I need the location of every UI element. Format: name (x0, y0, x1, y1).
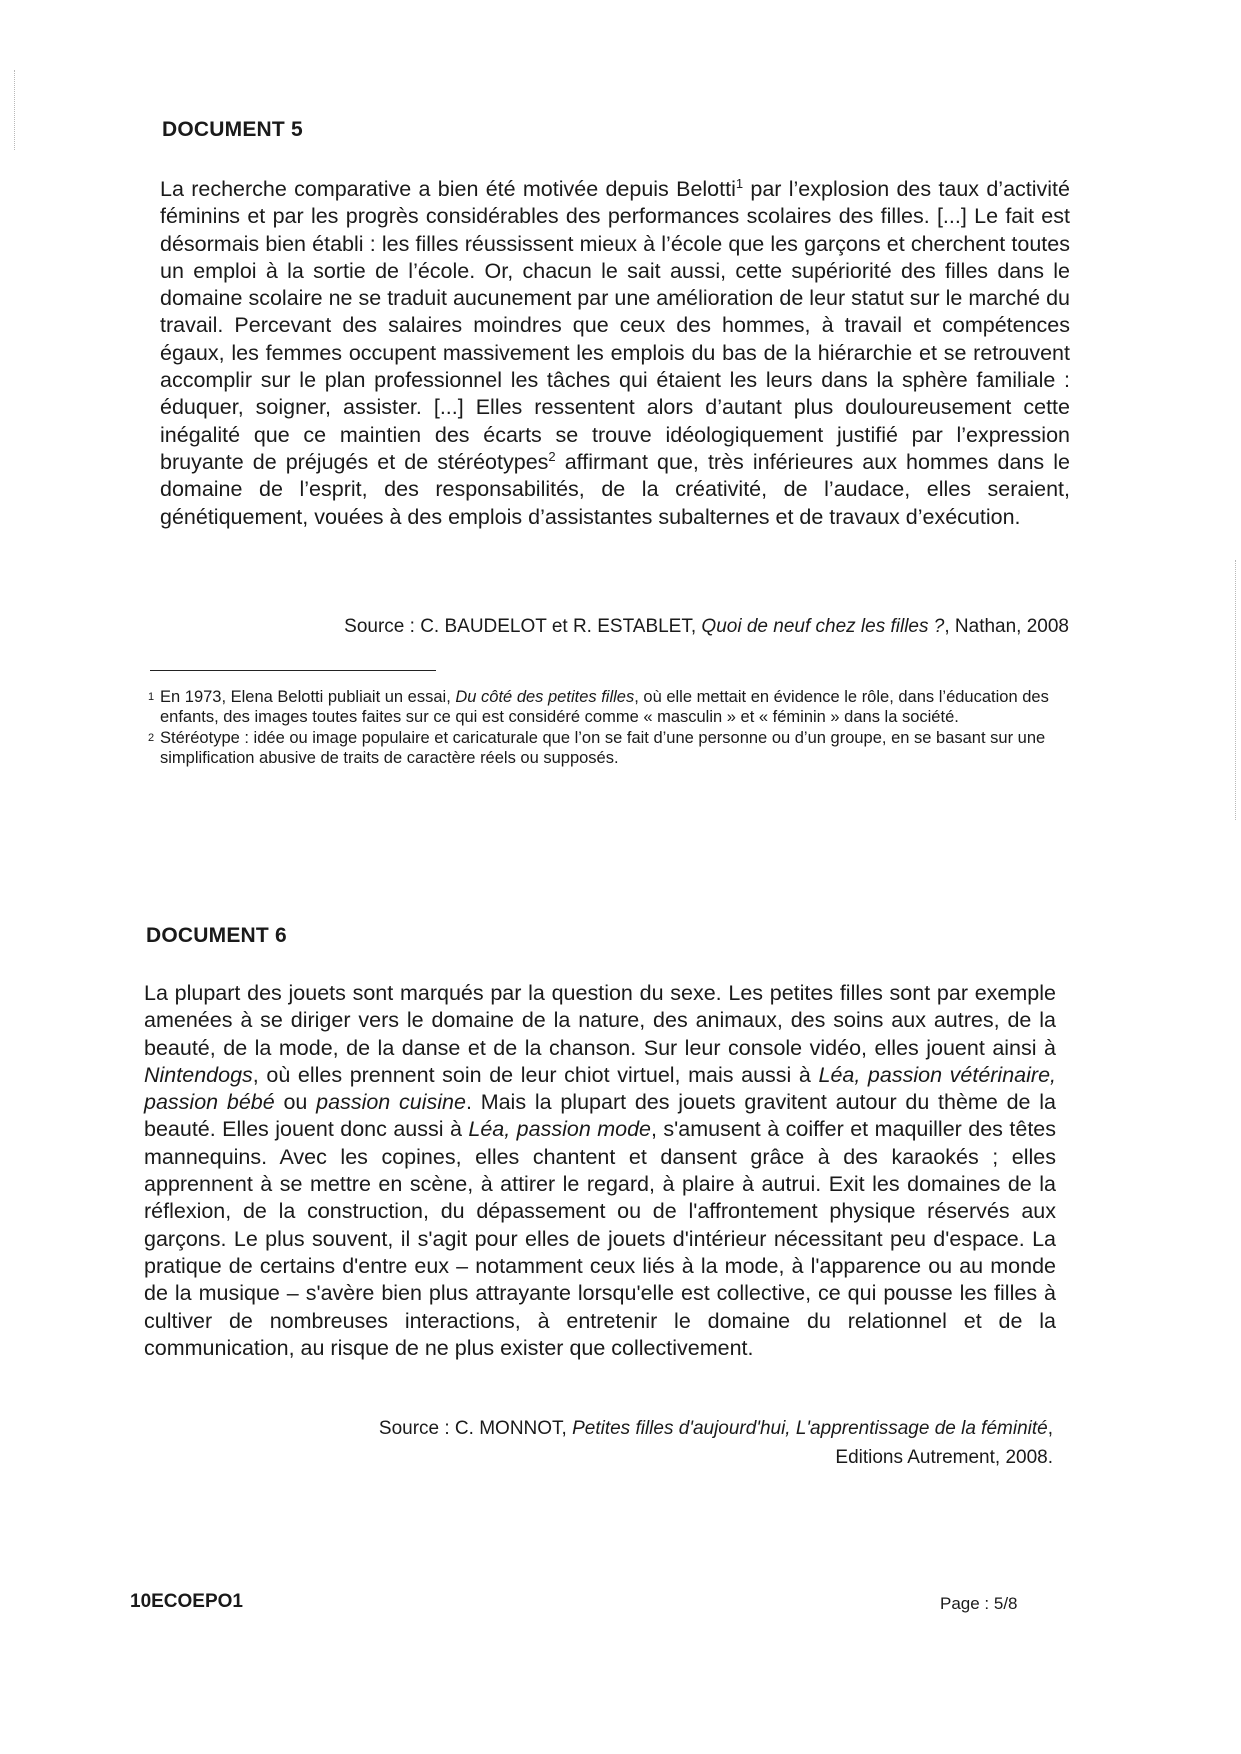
document-5-source-authors: Source : C. BAUDELOT et R. ESTABLET, (344, 616, 702, 637)
document-6-heading: DOCUMENT 6 (146, 924, 287, 947)
document-5-text (160, 176, 1070, 531)
document-5-text-part-3: affirmant que, très inférieures aux hommes dans le domaine de l’esprit, des responsabilités, de la créativité, de l’audace, elles seraient, génétiquement, vouées à des emplois d’assistantes subalternes et de travaux d’exécution. (160, 449, 1070, 529)
footnote-1 (146, 688, 1060, 727)
document-6-source-author: Source : C. MONNOT, (378, 1418, 573, 1439)
footnote-2-text: Stéréotype : idée ou image populaire et caricaturale que l’on se fait d’une personne ou d’un groupe, en se basant sur une simplification abusive de traits de caractère réels ou supposés. (160, 729, 1046, 767)
document-6-source-publisher: Editions Autrement, 2008. (835, 1447, 1053, 1468)
document-5-source-publisher: , Nathan, 2008 (944, 616, 1069, 637)
document-5-source (344, 612, 1069, 641)
scan-edge-right (1235, 560, 1237, 820)
footnote-1-text-end: , où elle mettait en évidence le rôle, dans l’éducation des enfants, des images toutes faites sur ce qui est considéré comme « masculin » et « féminin » dans la société. (160, 688, 1049, 726)
document-5-text-part-2: par l’explosion des taux d’activité féminins et par les progrès considérables des performances scolaires des filles. [...] Le fait est désormais bien établi : les filles réussissent mieux à l’école que les garçons et cherchent toutes un emploi à la sortie de l’école. Or, chacun le sait aussi, cette supériorité des filles dans le domaine scolaire ne se traduit aucunement par une amélioration de leur statut sur le marché du travail. Percevant des salaires moindres que ceux des hommes, à travail et compétences égaux, les femmes occupent massivement les emplois du bas de la hiérarchie et se retrouvent accomplir sur le plan professionnel les tâches qui étaient les leurs dans la sphère familiale : éduquer, soigner, assister. [...] Elles ressentent alors d’autant plus douloureusement cette inégalité que ce maintien des écarts se trouve idéologiquement justifié par l’expression bruyante de préjugés et de stéréotypes (160, 177, 1070, 474)
document-5-text-part-1: La recherche comparative a bien été motivée depuis Belotti (160, 177, 736, 201)
game-title-nintendogs: Nintendogs (144, 1062, 253, 1087)
footnote-ref-2: 2 (548, 448, 556, 464)
footnotes (146, 688, 1060, 770)
footnote-2 (146, 729, 1060, 768)
footnote-1-title: Du côté des petites filles (455, 688, 635, 706)
document-5-heading: DOCUMENT 5 (162, 118, 303, 141)
document-6-source-comma: , (1047, 1418, 1053, 1439)
exam-code: 10ECOEPO1 (130, 1591, 243, 1612)
document-6-text-part-1: La plupart des jouets sont marqués par la question du sexe. Les petites filles sont par exemple amenées à se diriger vers le domaine de la nature, des animaux, des soins aux autres, de la beauté, de la mode, de la danse et de la chanson. Sur leur console vidéo, elles jouent ainsi à (144, 981, 1056, 1060)
footnote-ref-1: 1 (735, 175, 744, 191)
document-6-text-part-3: ou (274, 1090, 317, 1115)
document-6-source-title: Petites filles d'aujourd'hui, L'apprentissage de la féminité (572, 1418, 1048, 1439)
document-6-text (144, 980, 1056, 1362)
document-6-text-part-2: , où elles prennent soin de leur chiot virtuel, mais aussi à (252, 1062, 819, 1087)
page-number: Page : 5/8 (940, 1594, 1018, 1613)
footnote-1-marker: 1 (148, 691, 155, 703)
scan-edge-left (14, 70, 16, 150)
game-title-passion-cuisine: passion cuisine (316, 1090, 466, 1115)
document-6-source (379, 1414, 1053, 1472)
footnote-2-marker: 2 (148, 732, 155, 745)
document-6-text-part-4: . Mais la plupart des jouets gravitent autour du thème de la beauté. Elles jouent donc aussi à (144, 1090, 1056, 1142)
footnote-1-text-start: En 1973, Elena Belotti publiait un essai, (160, 688, 456, 706)
document-6-text-part-5: , s'amusent à coiffer et maquiller des têtes mannequins. Avec les copines, elles chantent et dansent grâce à des karaokés ; elles apprennent à se mettre en scène, à attirer le regard, à plaire à autrui. Exit les domaines de la réflexion, de la construction, du dépassement ou de l'affrontement physique réservés aux garçons. Le plus souvent, il s'agit pour elles de jouets d'intérieur nécessitant peu d'espace. La pratique de certains d'entre eux – notamment ceux liés à la mode, à l'apparence ou au monde de la musique – s'avère bien plus attrayante lorsqu'elle est collective, ce qui pousse les filles à cultiver de nombreuses interactions, à entretenir le domaine du relationnel et de la communication, au risque de ne plus exister que collectivement. (144, 1117, 1056, 1360)
document-5-source-title: Quoi de neuf chez les filles ? (701, 616, 945, 637)
footnote-separator (150, 670, 436, 671)
game-title-lea-veterinaire-bebe: Léa, passion vétérinaire, passion bébé (144, 1062, 1056, 1115)
game-title-lea-passion-mode: Léa, passion mode (468, 1117, 652, 1142)
